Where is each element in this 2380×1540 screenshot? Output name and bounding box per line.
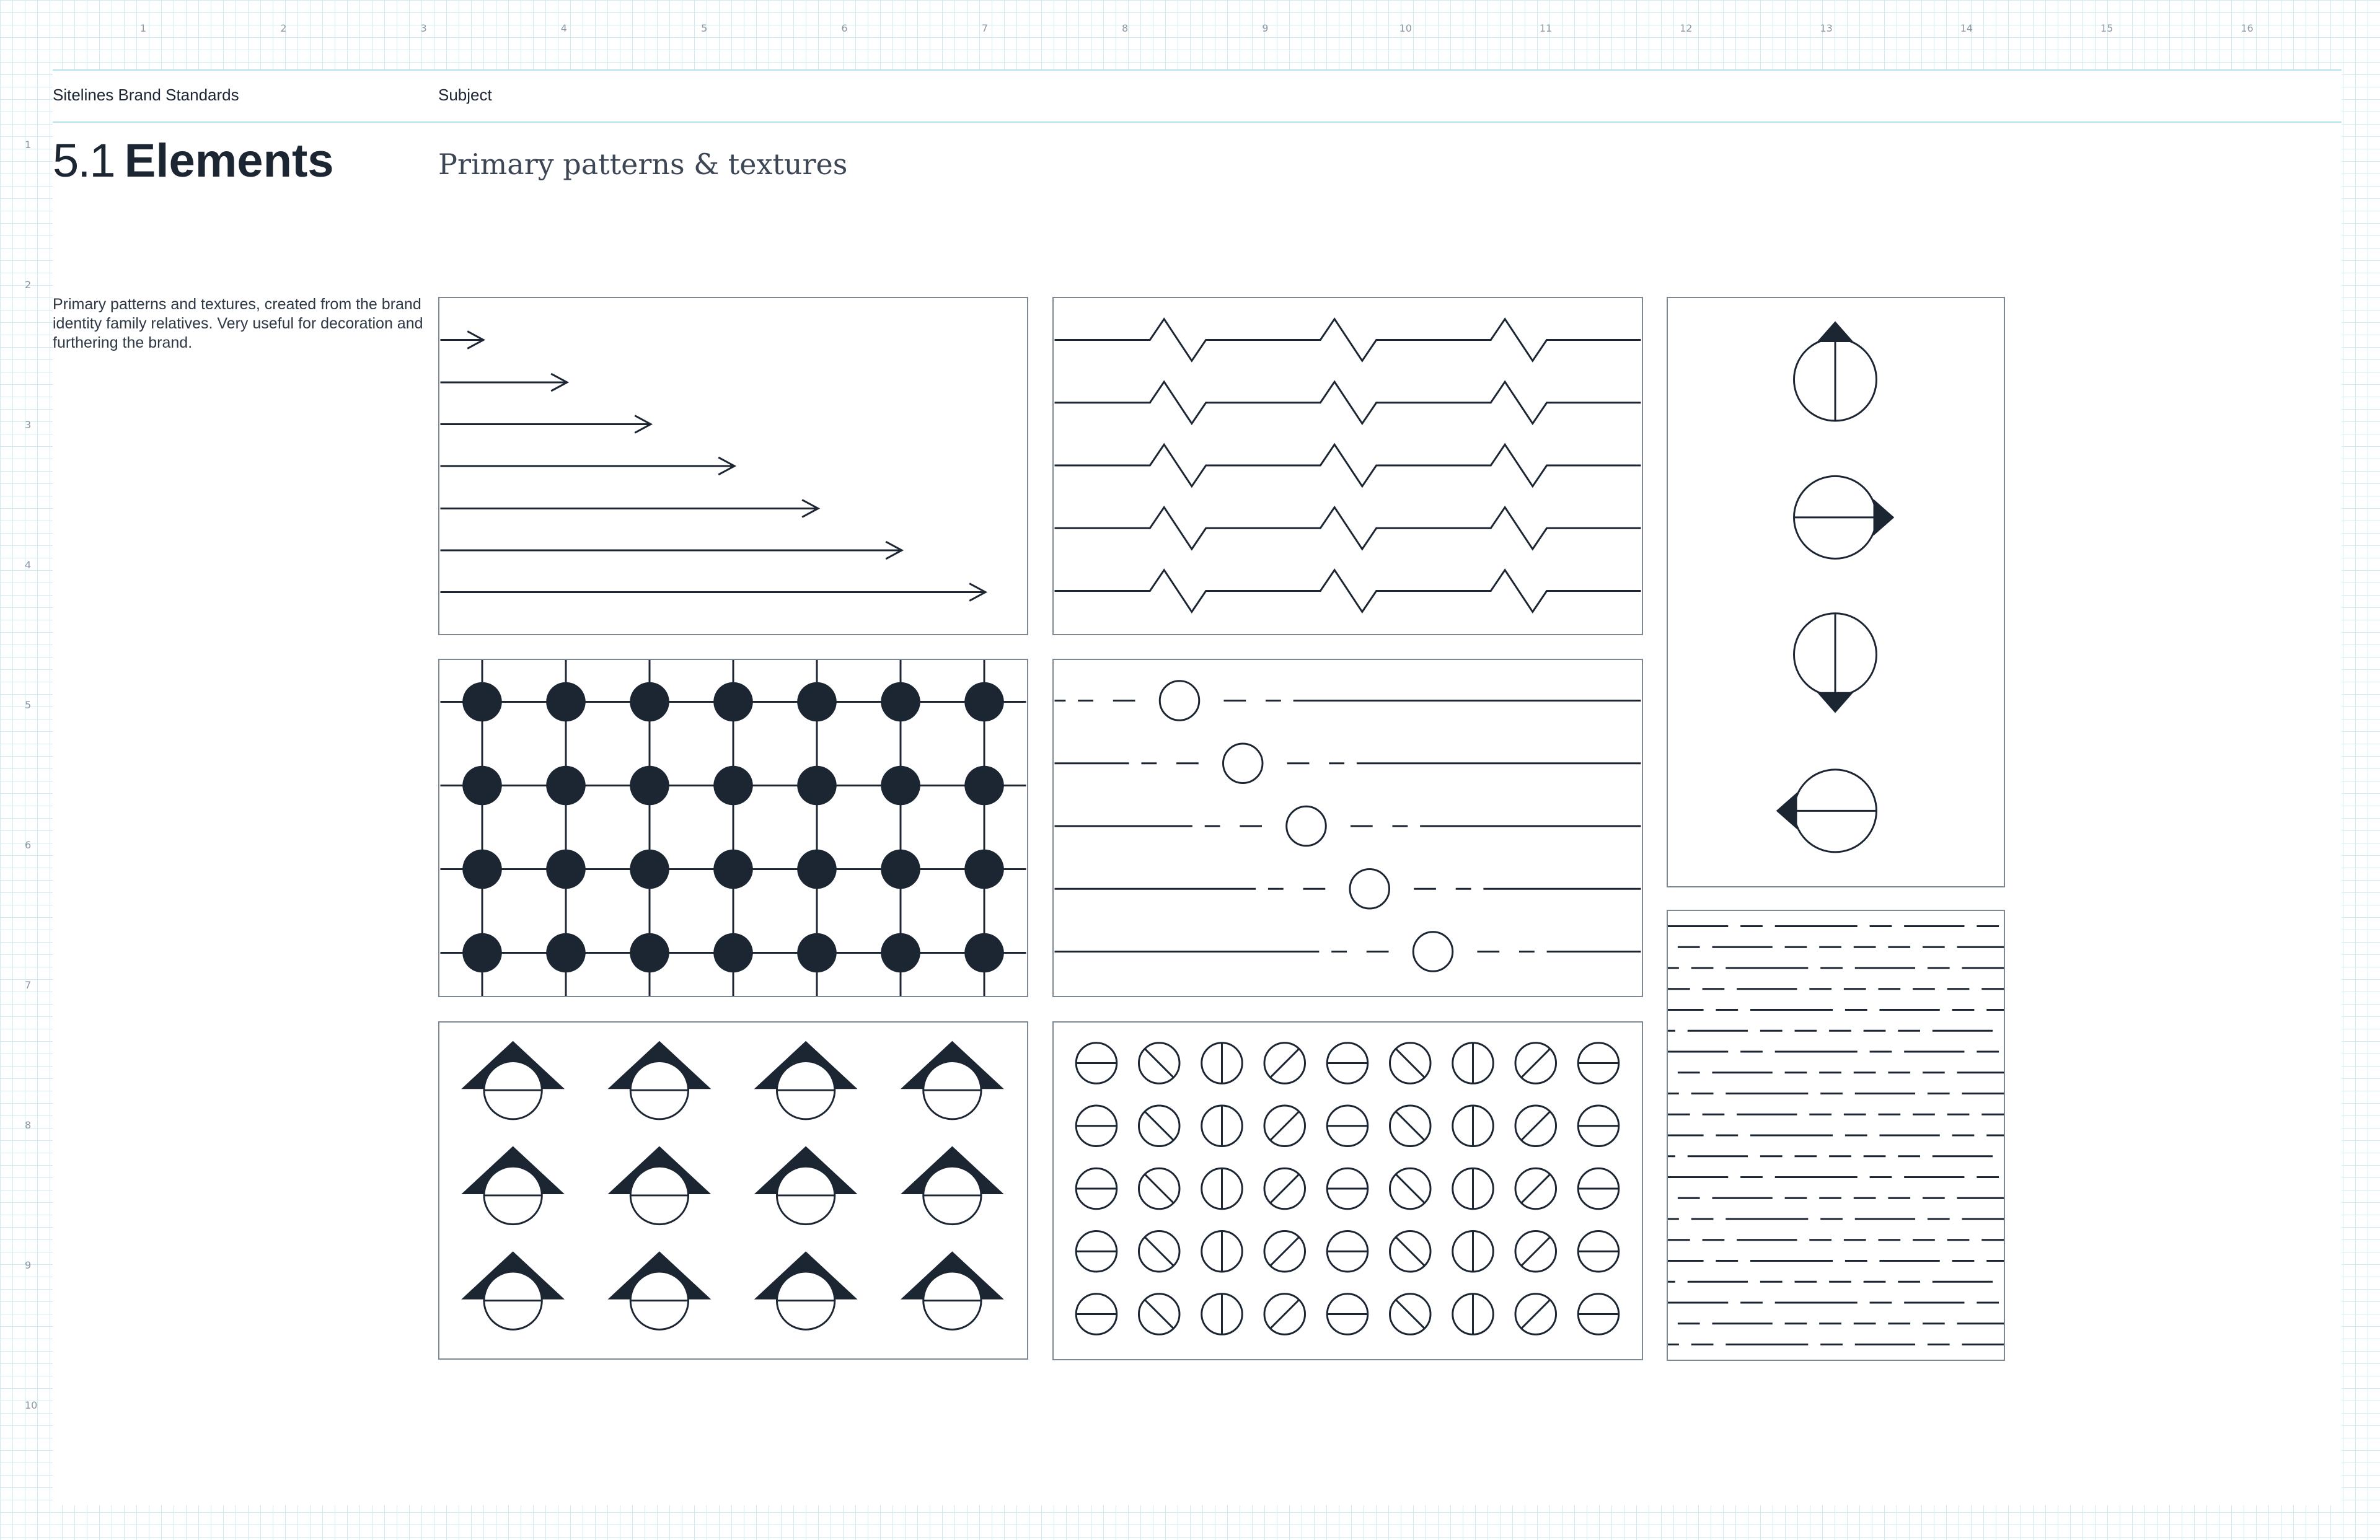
ruler-number: 9 [25, 1259, 32, 1271]
eye-grid-pattern-panel [438, 1021, 1028, 1360]
section-subheading: Primary patterns & textures [438, 147, 848, 181]
eye-glyph [461, 1146, 565, 1225]
dash-texture-pattern-panel [1667, 910, 2005, 1361]
dash-circle [1350, 869, 1390, 909]
slotted-circle [1390, 1294, 1430, 1335]
ruler-number: 12 [1680, 22, 1693, 34]
slotted-circle [1515, 1294, 1556, 1335]
ruler-number: 1 [139, 22, 147, 34]
ruler-number: 8 [1122, 22, 1129, 34]
slotted-circle [1578, 1168, 1619, 1209]
grid-dot [462, 933, 502, 973]
slotted-circle [1139, 1294, 1179, 1335]
section-description: Primary patterns and textures, created from the brand identity family relatives. Very useful for decoration and furthering the brand. [53, 296, 423, 351]
slotted-circle [1076, 1231, 1117, 1272]
dot-grid-pattern-panel [438, 659, 1028, 997]
grid-dot [797, 682, 837, 722]
slotted-circle [1264, 1043, 1305, 1084]
slotted-circle [1327, 1043, 1368, 1084]
ruler-number: 13 [1820, 22, 1833, 34]
grid-dot [630, 850, 669, 889]
rotating-eye-glyph-pattern-icon [1668, 298, 2004, 886]
slotted-circle [1390, 1168, 1430, 1209]
dash-circles-pattern-panel [1052, 659, 1643, 997]
ruler-number: 6 [25, 839, 32, 851]
slotted-circle [1453, 1043, 1494, 1084]
slotted-circle [1264, 1294, 1305, 1335]
ruler-number: 11 [1539, 22, 1553, 34]
ruler-number: 14 [1960, 22, 1973, 34]
dash-circle [1287, 806, 1326, 846]
zigzag-pattern-panel [1052, 297, 1643, 635]
grid-dot [797, 933, 837, 973]
eye-rotations-pattern-panel [1667, 297, 2005, 887]
slotted-circle [1327, 1168, 1368, 1209]
grid-dot [797, 766, 837, 806]
slotted-circle [1264, 1231, 1305, 1272]
ruler-number: 3 [25, 419, 32, 431]
slotted-circle [1327, 1106, 1368, 1146]
slotted-circle [1515, 1043, 1556, 1084]
slotted-circle [1202, 1168, 1243, 1209]
eye-glyph [754, 1251, 858, 1329]
ruler-number: 2 [25, 279, 32, 291]
header-top-rule [53, 69, 2342, 71]
slotted-circle [1390, 1231, 1430, 1272]
ruler-number: 10 [1399, 22, 1412, 34]
grid-dot [797, 850, 837, 889]
slotted-circle [1076, 1168, 1117, 1209]
grid-dot [964, 933, 1004, 973]
slotted-circle [1453, 1106, 1494, 1146]
slotted-circle [1453, 1294, 1494, 1335]
ruler-number: 16 [2241, 22, 2254, 34]
slotted-circle [1202, 1231, 1243, 1272]
ruler-number: 15 [2100, 22, 2113, 34]
grid-dot [546, 682, 586, 722]
slotted-circle [1202, 1294, 1243, 1335]
grid-dot [462, 850, 502, 889]
slotted-circle [1264, 1168, 1305, 1209]
grid-dot [713, 766, 753, 806]
staggered-arrows-pattern-icon [439, 298, 1027, 634]
dash-circle [1160, 681, 1199, 721]
slotted-circle [1202, 1043, 1243, 1084]
eye-glyph-grid-pattern-icon [439, 1023, 1027, 1358]
slotted-circle [1515, 1106, 1556, 1146]
ruler-number: 5 [701, 22, 708, 34]
arrows-pattern-panel [438, 297, 1028, 635]
slotted-circle [1578, 1294, 1619, 1335]
grid-dot [964, 766, 1004, 806]
slotted-circle [1453, 1231, 1494, 1272]
slotted-circle [1390, 1043, 1430, 1084]
ruler-number: 5 [25, 699, 32, 711]
ruler-number: 9 [1262, 22, 1269, 34]
ruler-number: 4 [560, 22, 567, 34]
eye-glyph [461, 1041, 565, 1119]
slotted-circles-pattern-icon [1054, 1023, 1642, 1359]
slotted-circle [1327, 1294, 1368, 1335]
slotted-circle [1264, 1106, 1305, 1146]
header-bottom-rule [53, 121, 2342, 123]
grid-dot [546, 933, 586, 973]
subject-label: Subject [438, 86, 492, 104]
eye-glyph [607, 1146, 711, 1225]
grid-dot [713, 933, 753, 973]
eye-glyph [901, 1251, 1004, 1329]
dash-circle [1413, 932, 1453, 972]
ruler-number: 2 [280, 22, 287, 34]
dashed-lines-with-circles-pattern-icon [1054, 660, 1642, 996]
grid-dot [630, 933, 669, 973]
slotted-circle [1327, 1231, 1368, 1272]
grid-dot [713, 682, 753, 722]
ruler-number: 7 [981, 22, 988, 34]
grid-dot [881, 933, 920, 973]
slotted-circle [1578, 1043, 1619, 1084]
grid-dot [462, 682, 502, 722]
dot-grid-pattern-icon [439, 660, 1027, 996]
eye-glyph [901, 1146, 1004, 1225]
slotted-circle [1076, 1106, 1117, 1146]
ruler-number: 4 [25, 559, 32, 571]
grid-dot [630, 766, 669, 806]
section-name: Elements [124, 134, 334, 187]
ruler-number: 8 [25, 1119, 32, 1131]
eye-glyph [461, 1251, 565, 1329]
grid-dot [881, 766, 920, 806]
ruler-number: 3 [420, 22, 427, 34]
section-heading [53, 130, 334, 192]
grid-dot [462, 766, 502, 806]
grid-dot [881, 682, 920, 722]
eye-glyph [607, 1041, 711, 1119]
dash-circle [1223, 744, 1263, 783]
grid-dot [713, 850, 753, 889]
slotted-circle [1076, 1043, 1117, 1084]
grid-dot [964, 850, 1004, 889]
ruler-number: 10 [25, 1399, 38, 1411]
slotted-circle [1453, 1168, 1494, 1209]
ruler-number: 7 [25, 979, 32, 991]
ruler-number: 6 [841, 22, 848, 34]
grid-dot [630, 682, 669, 722]
eye-glyph [607, 1251, 711, 1329]
slotted-circle [1076, 1294, 1117, 1335]
section-number: 5.1 [53, 134, 115, 187]
top-ruler [0, 0, 2380, 69]
eye-glyph [901, 1041, 1004, 1119]
grid-dot [881, 850, 920, 889]
zigzag-line [1054, 508, 1641, 550]
ruler-number: 1 [25, 139, 32, 151]
zigzag-line [1054, 570, 1641, 612]
slotted-circle [1139, 1231, 1179, 1272]
slotted-circle [1578, 1106, 1619, 1146]
slotted-circle [1139, 1106, 1179, 1146]
grid-dot [546, 766, 586, 806]
slotted-circle [1515, 1231, 1556, 1272]
dash-texture-pattern-icon [1668, 911, 2004, 1360]
zigzag-line [1054, 319, 1641, 361]
slotted-circle [1139, 1043, 1179, 1084]
slotted-circle [1578, 1231, 1619, 1272]
grid-dot [546, 850, 586, 889]
slotted-circle [1139, 1168, 1179, 1209]
slotted-circles-pattern-panel [1052, 1021, 1643, 1360]
slotted-circle [1202, 1106, 1243, 1146]
eye-glyph [754, 1041, 858, 1119]
zigzag-line [1054, 444, 1641, 486]
slotted-circle [1515, 1168, 1556, 1209]
grid-dot [964, 682, 1004, 722]
slotted-circle [1390, 1106, 1430, 1146]
zigzag-lines-pattern-icon [1054, 298, 1642, 634]
zigzag-line [1054, 382, 1641, 424]
document-title: Sitelines Brand Standards [53, 86, 239, 104]
eye-glyph [754, 1146, 858, 1225]
